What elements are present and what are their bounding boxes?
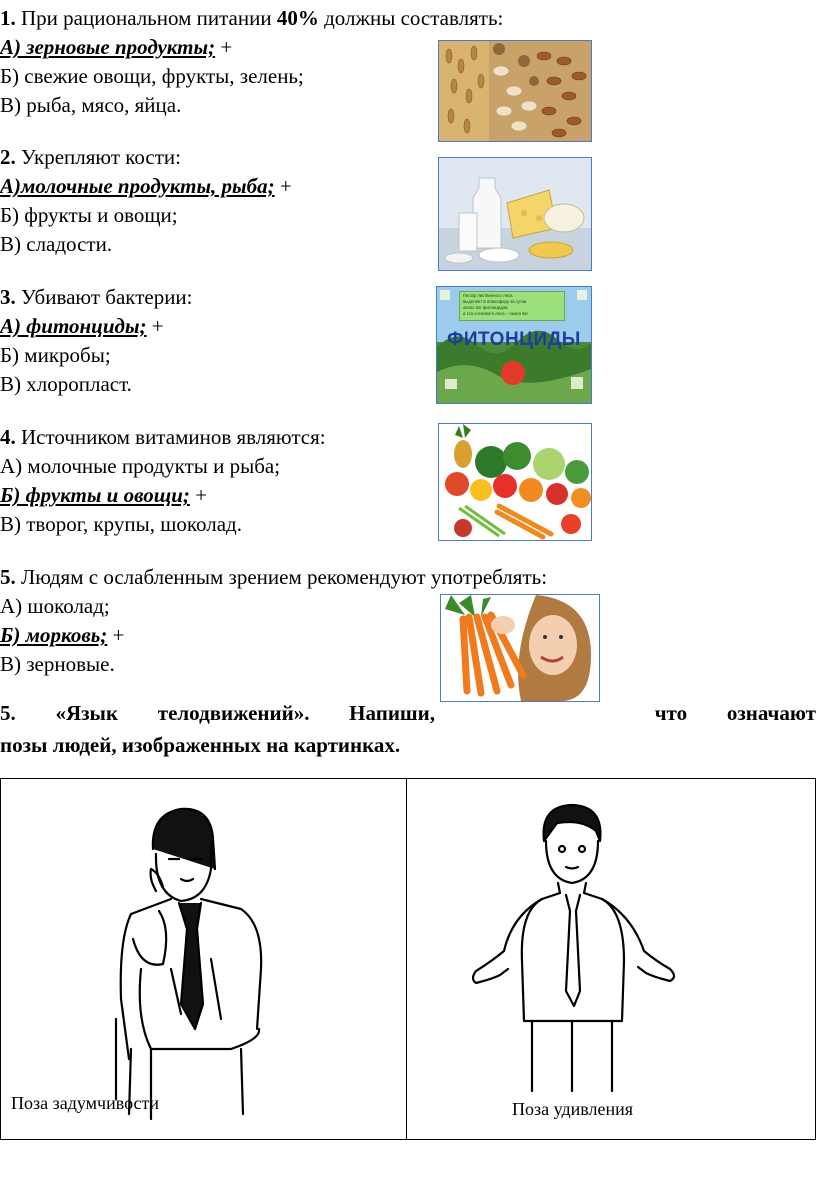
question-text: Убивают бактерии:: [15, 285, 193, 309]
option-c: В) рыба, мясо, яйца.: [0, 93, 182, 117]
question-text: Источником витаминов являются:: [15, 425, 326, 449]
question-3: [0, 283, 816, 399]
thinking-man-drawing: [111, 799, 311, 1129]
task-line-2: позы людей, изображенных на картинках.: [0, 733, 401, 757]
plus-mark: +: [107, 623, 125, 647]
question-text: При рациональном питании: [15, 6, 277, 30]
plus-mark: +: [146, 314, 164, 338]
slide-note-line: Гектар лиственного леса: [463, 293, 513, 298]
pose-caption-surprise: Поза удивления: [512, 1099, 634, 1119]
question-5: [0, 563, 816, 679]
option-c: В) сладости.: [0, 232, 113, 256]
task-word: означают: [726, 701, 816, 725]
slide-title: ФИТОНЦИДЫ: [447, 329, 581, 350]
correct-answer: А)молочные продукты, рыба;: [0, 174, 275, 198]
option-b: Б) свежие овощи, фрукты, зелень;: [0, 64, 304, 88]
question-number: 4.: [0, 425, 16, 449]
question-1: [0, 4, 816, 120]
poses-table: [0, 778, 816, 1140]
plus-mark: +: [215, 35, 233, 59]
plus-mark: +: [189, 483, 207, 507]
task-line-1: [0, 697, 816, 729]
option-a: А) шоколад;: [0, 594, 110, 618]
question-text: Укрепляют кости:: [15, 145, 181, 169]
option-b: Б) фрукты и овощи;: [0, 203, 178, 227]
option-c: В) творог, крупы, шоколад.: [0, 512, 242, 536]
task-word: 5.: [0, 701, 16, 725]
question-text: Людям с ослабленным зрением рекомендуют употреблять:: [15, 565, 548, 589]
pose-cell-surprise: [407, 779, 816, 1140]
question-number: 5.: [0, 565, 16, 589]
option-b: Б) микробы;: [0, 343, 111, 367]
option-c: В) зерновые.: [0, 652, 115, 676]
question-number: 3.: [0, 285, 16, 309]
question-number: 1.: [0, 6, 16, 30]
correct-answer: А) фитонциды;: [0, 314, 147, 338]
slide-note: [459, 291, 565, 321]
question-text-end: должны составлять:: [318, 6, 504, 30]
girl-with-carrots-image: [440, 594, 600, 702]
task-word: телодвижений».: [157, 701, 310, 725]
slide-note-line: выделяет в атмосферу за сутки: [463, 299, 527, 304]
option-c: В) хлоропласт.: [0, 372, 132, 396]
pose-cell-thinking: [1, 779, 407, 1140]
task-word: что: [654, 701, 688, 725]
correct-answer: А) зерновые продукты;: [0, 35, 216, 59]
fruits-vegetables-image: [438, 423, 592, 541]
question-2: [0, 143, 816, 259]
pose-caption-thinking: Поза задумчивости: [11, 1093, 160, 1113]
option-a: А) молочные продукты и рыба;: [0, 454, 281, 478]
slide-note-line: около 2кг фитонцидов,: [463, 305, 509, 310]
question-number: 2.: [0, 145, 16, 169]
question-4: [0, 423, 816, 539]
body-language-task: [0, 697, 816, 761]
correct-answer: Б) морковь;: [0, 623, 108, 647]
question-highlight: 40%: [276, 6, 319, 30]
task-word: Напиши,: [349, 701, 436, 725]
phytoncides-slide-image: [436, 286, 592, 404]
correct-answer: Б) фрукты и овощи;: [0, 483, 190, 507]
plus-mark: +: [274, 174, 292, 198]
surprised-man-drawing: [462, 801, 692, 1101]
dairy-products-image: [438, 157, 592, 271]
grains-nuts-image: [438, 40, 592, 142]
task-word: «Язык: [55, 701, 119, 725]
slide-note-line: а 1га соснового леса – около 5кг.: [463, 311, 529, 316]
